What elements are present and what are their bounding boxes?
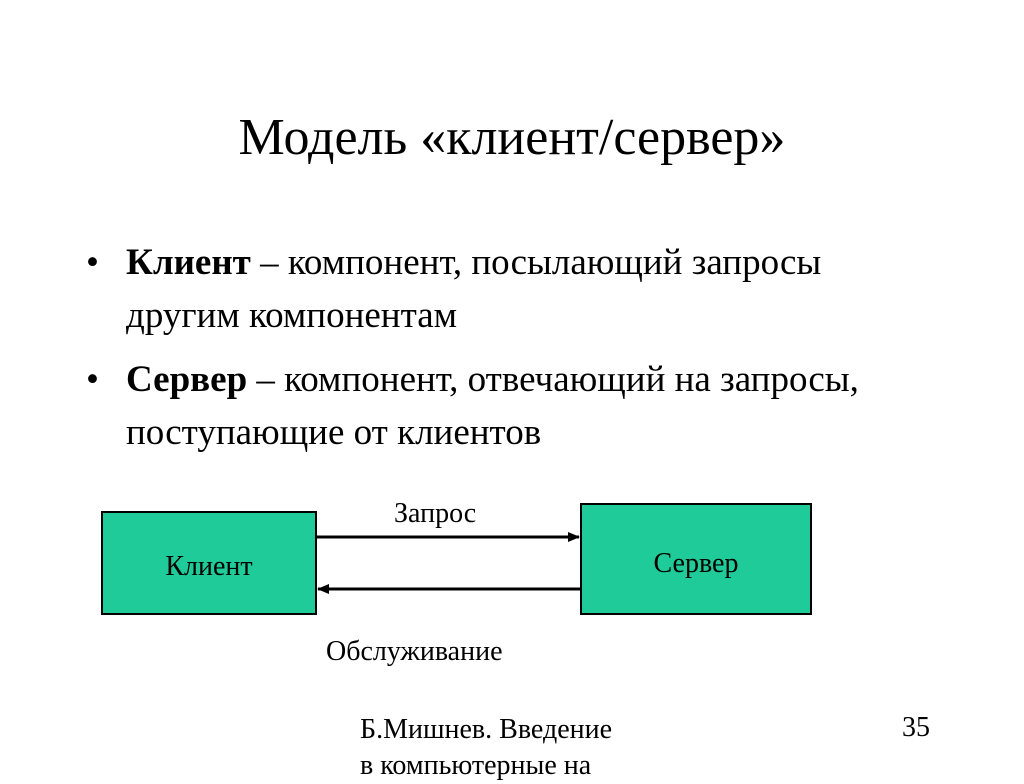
footer-author-line2: в компьютерные на	[360, 750, 592, 781]
bullet-term-server: Сервер	[126, 359, 248, 400]
service-label: Обслуживание	[326, 636, 503, 667]
footer-author-line1: Б.Мишнев. Введение	[360, 714, 613, 745]
bullet-text-client: – компонент, посылающий запросы другим компонентам	[126, 242, 822, 336]
footer-author	[360, 712, 690, 784]
slide-title: Модель «клиент/сервер»	[238, 109, 786, 166]
client-box: Клиент	[101, 511, 317, 615]
bullet-term-client: Клиент	[126, 242, 251, 283]
request-label: Запрос	[394, 498, 477, 529]
server-box: Сервер	[580, 503, 812, 615]
bullet-marker: •	[86, 242, 99, 283]
bullet-text-server: – компонент, отвечающий на запросы, поступающие от клиентов	[126, 359, 859, 453]
page-number: 35	[902, 712, 930, 743]
bullet-marker: •	[86, 359, 99, 400]
